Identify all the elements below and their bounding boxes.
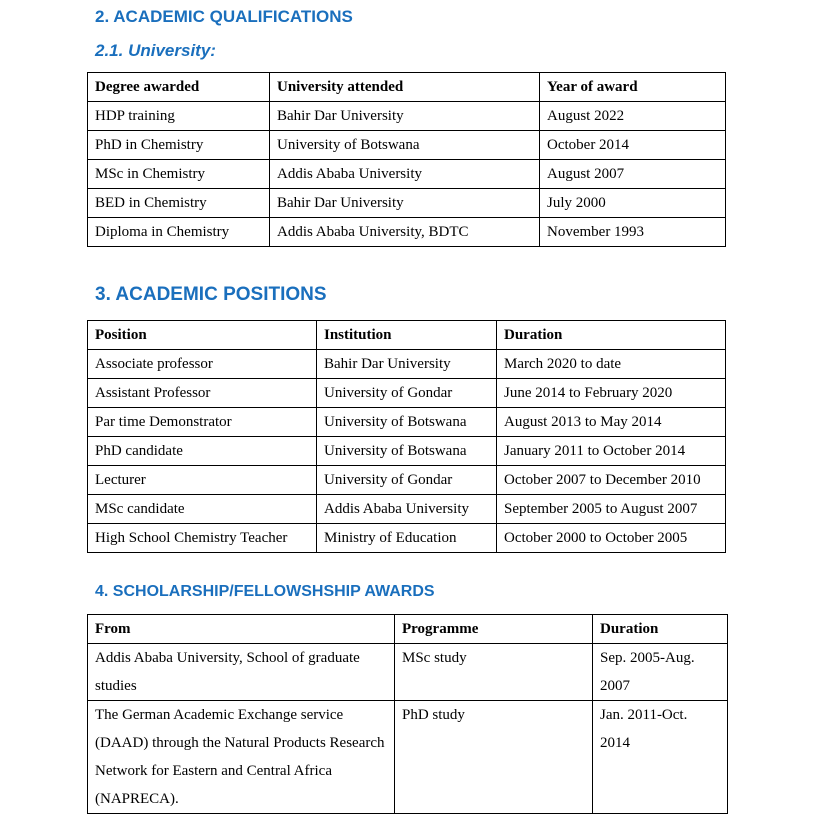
- table-row: [88, 350, 726, 379]
- scholarships-table: [87, 614, 728, 814]
- cell-duration: Sep. 2005-Aug. 2007: [593, 644, 728, 701]
- header-university: University attended: [270, 73, 540, 102]
- cell-degree: PhD in Chemistry: [88, 131, 270, 160]
- table-row: [88, 218, 726, 247]
- cell-duration: June 2014 to February 2020: [497, 379, 726, 408]
- section-title-scholarships: 4. SCHOLARSHIP/FELLOWSHSHIP AWARDS: [95, 583, 435, 600]
- qualifications-table: [87, 72, 726, 247]
- header-degree: Degree awarded: [88, 73, 270, 102]
- cell-university: Bahir Dar University: [270, 189, 540, 218]
- header-institution: Institution: [317, 321, 497, 350]
- cell-position: PhD candidate: [88, 437, 317, 466]
- cell-university: Bahir Dar University: [270, 102, 540, 131]
- table-row: [88, 379, 726, 408]
- cell-institution: University of Gondar: [317, 379, 497, 408]
- cell-degree: HDP training: [88, 102, 270, 131]
- table-row: [88, 160, 726, 189]
- cell-duration: Jan. 2011-Oct. 2014: [593, 701, 728, 814]
- header-duration: Duration: [593, 615, 728, 644]
- table-row: [88, 524, 726, 553]
- header-duration: Duration: [497, 321, 726, 350]
- header-programme: Programme: [395, 615, 593, 644]
- cell-university: Addis Ababa University: [270, 160, 540, 189]
- cell-university: Addis Ababa University, BDTC: [270, 218, 540, 247]
- table-row: [88, 131, 726, 160]
- table-header-row: [88, 321, 726, 350]
- cell-duration: August 2013 to May 2014: [497, 408, 726, 437]
- table-row: [88, 408, 726, 437]
- cell-institution: Addis Ababa University: [317, 495, 497, 524]
- cell-duration: October 2000 to October 2005: [497, 524, 726, 553]
- cell-position: MSc candidate: [88, 495, 317, 524]
- table-row: [88, 495, 726, 524]
- cell-duration: January 2011 to October 2014: [497, 437, 726, 466]
- header-position: Position: [88, 321, 317, 350]
- cell-from: The German Academic Exchange service (DAAD) through the Natural Products Research Network for Eastern and Central Africa (NAPRECA).: [88, 701, 395, 814]
- cell-institution: University of Botswana: [317, 408, 497, 437]
- table-row: [88, 189, 726, 218]
- cell-duration: October 2007 to December 2010: [497, 466, 726, 495]
- cell-year: July 2000: [540, 189, 726, 218]
- cell-position: High School Chemistry Teacher: [88, 524, 317, 553]
- section-title-qualifications: 2. ACADEMIC QUALIFICATIONS: [95, 7, 353, 26]
- cell-degree: Diploma in Chemistry: [88, 218, 270, 247]
- table-row: [88, 466, 726, 495]
- cell-institution: Ministry of Education: [317, 524, 497, 553]
- cell-year: August 2007: [540, 160, 726, 189]
- cell-position: Lecturer: [88, 466, 317, 495]
- cell-duration: March 2020 to date: [497, 350, 726, 379]
- section-title-positions: 3. ACADEMIC POSITIONS: [95, 284, 327, 305]
- cell-position: Assistant Professor: [88, 379, 317, 408]
- table-row: [88, 437, 726, 466]
- cell-year: October 2014: [540, 131, 726, 160]
- table-row: [88, 701, 728, 814]
- cell-degree: BED in Chemistry: [88, 189, 270, 218]
- table-row: [88, 644, 728, 701]
- table-row: [88, 102, 726, 131]
- cell-position: Par time Demonstrator: [88, 408, 317, 437]
- cell-programme: PhD study: [395, 701, 593, 814]
- cell-year: November 1993: [540, 218, 726, 247]
- cell-institution: Bahir Dar University: [317, 350, 497, 379]
- table-header-row: [88, 615, 728, 644]
- cell-from: Addis Ababa University, School of graduate studies: [88, 644, 395, 701]
- cell-year: August 2022: [540, 102, 726, 131]
- header-from: From: [88, 615, 395, 644]
- cell-duration: September 2005 to August 2007: [497, 495, 726, 524]
- header-year: Year of award: [540, 73, 726, 102]
- cell-university: University of Botswana: [270, 131, 540, 160]
- subsection-title-university: 2.1. University:: [95, 41, 216, 60]
- table-header-row: [88, 73, 726, 102]
- cell-degree: MSc in Chemistry: [88, 160, 270, 189]
- positions-table: [87, 320, 726, 553]
- cell-position: Associate professor: [88, 350, 317, 379]
- cell-institution: University of Gondar: [317, 466, 497, 495]
- cell-programme: MSc study: [395, 644, 593, 701]
- cell-institution: University of Botswana: [317, 437, 497, 466]
